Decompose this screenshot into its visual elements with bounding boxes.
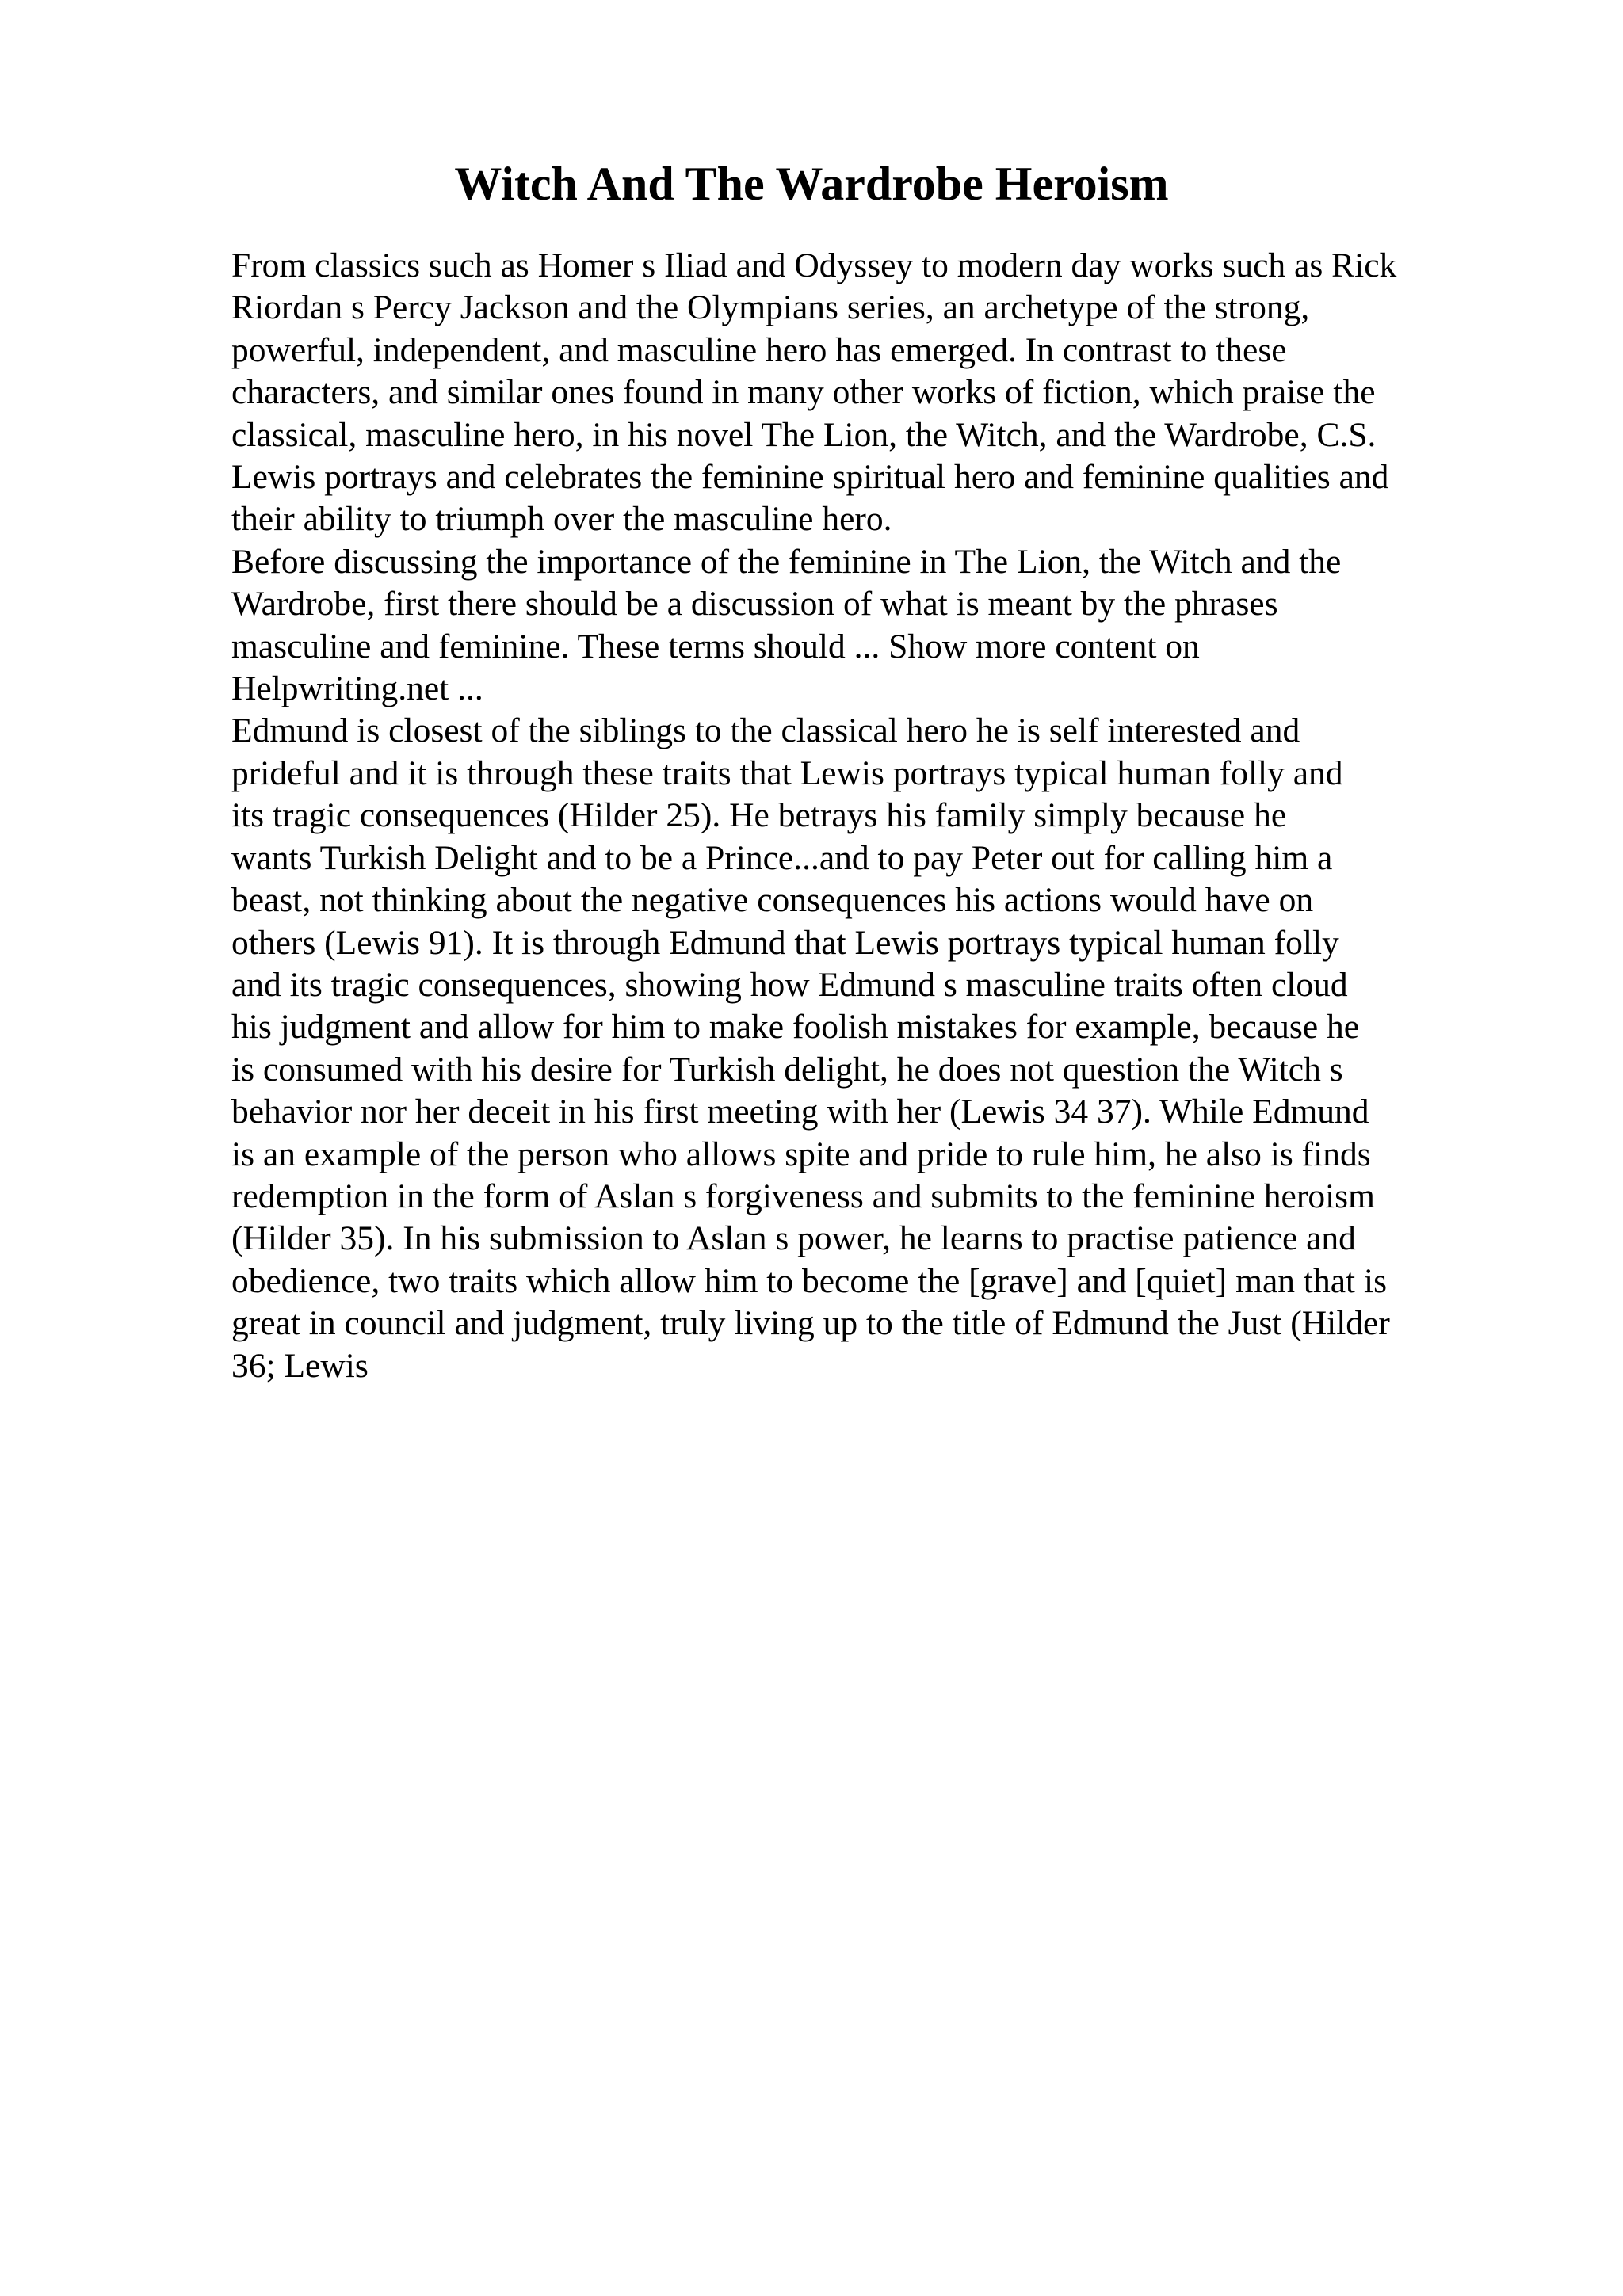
paragraph-intro: From classics such as Homer s Iliad and Odyssey to modern day works such as Rick Riordan s Percy Jackson and the Olympians series, an archetype of the strong, powerful, independent, and masculine hero has emerged. In contrast to these characters, and similar ones found in many other works of fiction, which praise the classical, masculine hero, in his novel The Lion, the Witch, and the Wardrobe, C.S. Lewis portrays and celebrates the feminine spiritual hero and feminine qualities and their ability to triumph over the masculine hero. — [231, 246, 1397, 539]
document-title: Witch And The Wardrobe Heroism — [454, 158, 1169, 210]
document-body — [231, 245, 1491, 1387]
paragraph-edmund: Edmund is closest of the siblings to the classical hero he is self interested and prideful and it is through these traits that Lewis portrays typical human folly and its tragic consequences (Hilder 25). He betrays his family simply because he wants Turkish Delight and to be a Prince...and to pay Peter out for calling him a beast, not thinking about the negative consequences his actions would have on others (Lewis 91). It is through Edmund that Lewis portrays typical human folly and its tragic consequences, showing how Edmund s masculine traits often cloud his judgment and allow for him to make foolish mistakes for example, because he is consumed with his desire for Turkish delight, he does not question the Witch s behavior nor her deceit in his first meeting with her (Lewis 34 37). While Edmund is an example of the person who allows spite and pride to rule him, he also is finds redemption in the form of Aslan s forgiveness and submits to the feminine heroism (Hilder 35). In his submission to Aslan s power, he learns to practise patience and obedience, two traits which allow him to become the [grave] and [quiet] man that is great in council and judgment, truly living up to the title of Edmund the Just (Hilder 36; Lewis — [231, 711, 1390, 1385]
paragraph-definitions: Before discussing the importance of the feminine in The Lion, the Witch and the Wardrobe, first there should be a discussion of what is meant by the phrases masculine and feminine. These terms should ... Show more content on Helpwriting.net ... — [231, 542, 1342, 708]
